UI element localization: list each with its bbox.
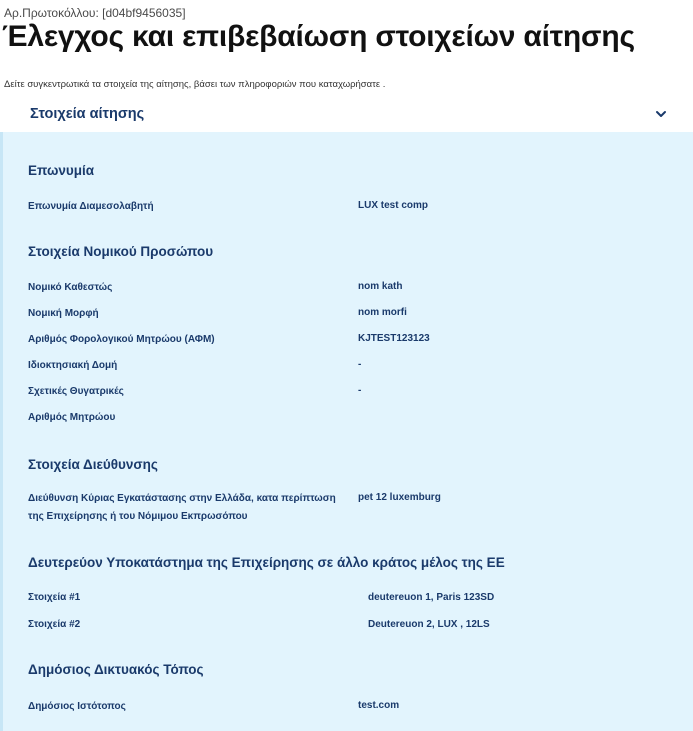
field-value-tax-id: KJTEST123123 (358, 333, 430, 344)
field-value-ownership: - (358, 359, 362, 370)
section-heading-name: Επωνυμία (28, 163, 95, 178)
field-label-ownership: Ιδιοκτησιακή Δομή (28, 360, 118, 371)
field-label-branch-2: Στοιχεία #2 (28, 619, 81, 630)
accordion-header[interactable] (0, 100, 693, 132)
field-value-broker-name: LUX test comp (358, 200, 429, 211)
section-heading-branch: Δευτερεύον Υποκατάστημα της Επιχείρησης σε άλλο κράτος μέλος της ΕΕ (28, 555, 505, 570)
field-value-website: test.com (358, 700, 400, 711)
intro-text: Δείτε συγκεντρωτικά τα στοιχεία της αίτησης, βάσει των πληροφοριών που καταχωρήσατε . (4, 79, 386, 90)
chevron-down-icon[interactable] (655, 108, 667, 120)
field-value-legal-form: nom morfi (358, 307, 407, 318)
section-heading-website: Δημόσιος Δικτυακός Τόπος (28, 662, 204, 677)
field-value-main-address: pet 12 luxemburg (358, 492, 441, 503)
field-value-subsidiaries: - (358, 385, 362, 396)
accordion-title: Στοιχεία αίτησης (30, 106, 145, 122)
field-value-legal-status: nom kath (358, 281, 403, 292)
field-label-registry-number: Αριθμός Μητρώου (28, 412, 116, 423)
field-value-branch-1: deutereuon 1, Paris 123SD (368, 592, 495, 603)
field-label-subsidiaries: Σχετικές Θυγατρικές (28, 386, 124, 397)
section-heading-address: Στοιχεία Διεύθυνσης (28, 457, 158, 472)
field-label-website: Δημόσιος Ιστότοπος (28, 701, 126, 712)
field-label-tax-id: Αριθμός Φορολογικού Μητρώου (ΑΦΜ) (28, 334, 215, 345)
section-heading-legal-entity: Στοιχεία Νομικού Προσώπου (28, 244, 214, 259)
field-label-main-address-line2: της Επιχείρησης ή του Νόμιμου Εκπρωσόπου (28, 511, 248, 522)
field-label-main-address-line1: Διεύθυνση Κύριας Εγκατάστασης στην Ελλάδα, κατα περίπτωση (28, 493, 336, 504)
details-panel (0, 132, 693, 731)
field-value-branch-2: Deutereuon 2, LUX , 12LS (368, 619, 490, 630)
field-label-legal-form: Νομική Μορφή (28, 308, 99, 319)
protocol-number: Αρ.Πρωτοκόλλου: [d04bf9456035] (4, 6, 186, 20)
field-label-branch-1: Στοιχεία #1 (28, 592, 81, 603)
field-label-legal-status: Νομικό Καθεστώς (28, 282, 113, 293)
field-label-broker-name: Επωνυμία Διαμεσολαβητή (28, 201, 154, 212)
page-title: Έλεγχος και επιβεβαίωση στοιχείων αίτησης (2, 20, 635, 53)
